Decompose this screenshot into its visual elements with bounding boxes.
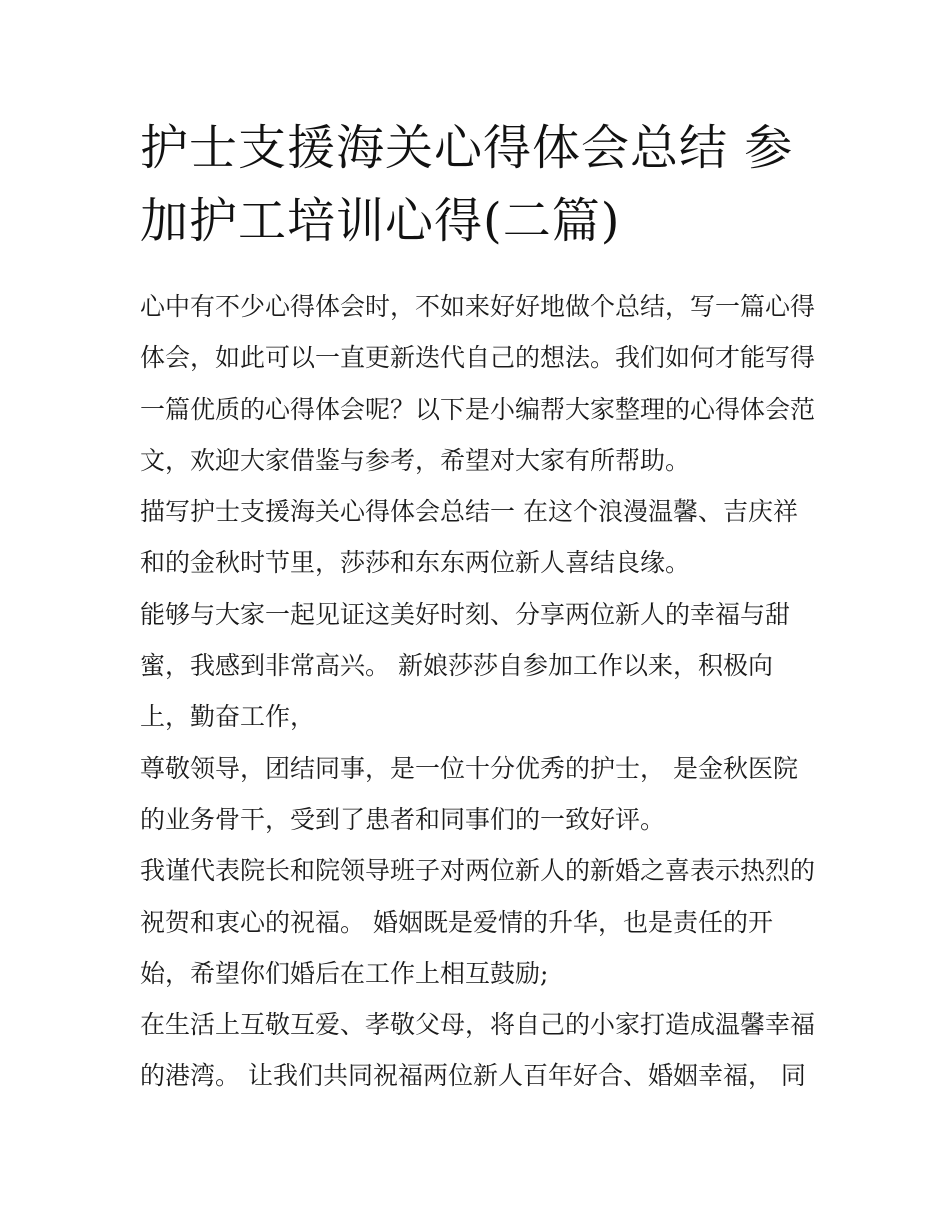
body-line: 始，希望你们婚后在工作上相互鼓励;: [140, 958, 549, 988]
body-line: 的港湾。 让我们共同祝福两位新人百年好合、婚姻幸福， 同: [140, 1061, 806, 1091]
body-line: 上，勤奋工作，: [140, 702, 316, 732]
body-line: 我谨代表院长和院领导班子对两位新人的新婚之喜表示热烈的: [140, 856, 816, 886]
body-line: 祝贺和衷心的祝福。 婚姻既是爱情的升华，也是责任的开: [140, 907, 773, 937]
body-line: 心中有不少心得体会时，不如来好好地做个总结，写一篇心得: [140, 292, 816, 321]
body-line: 体会，如此可以一直更新迭代自己的想法。我们如何才能写得: [140, 343, 816, 373]
body-line: 描写护士支援海关心得体会总结一 在这个浪漫温馨、吉庆祥: [140, 497, 798, 527]
body-line: 和的金秋时节里，莎莎和东东两位新人喜结良缘。: [140, 548, 691, 578]
document-body: [140, 281, 830, 1102]
title-line: 护士支援海关心得体会总结 参: [140, 120, 794, 176]
document-title: [140, 112, 830, 258]
body-line: 在生活上互敬互爱、孝敬父母，将自己的小家打造成温馨幸福: [140, 1010, 816, 1040]
title-line: 加护工培训心得(二篇): [140, 193, 621, 249]
body-line: 蜜，我感到非常高兴。 新娘莎莎自参加工作以来，积极向: [140, 651, 773, 681]
body-line: 能够与大家一起见证这美好时刻、分享两位新人的幸福与甜: [140, 599, 791, 629]
body-line: 尊敬领导，团结同事，是一位十分优秀的护士， 是金秋医院: [140, 753, 798, 783]
body-line: 文，欢迎大家借鉴与参考，希望对大家有所帮助。: [140, 445, 691, 475]
body-line: 的业务骨干，受到了患者和同事们的一致好评。: [140, 804, 666, 834]
body-line: 一篇优质的心得体会呢？以下是小编帮大家整理的心得体会范: [140, 394, 816, 424]
